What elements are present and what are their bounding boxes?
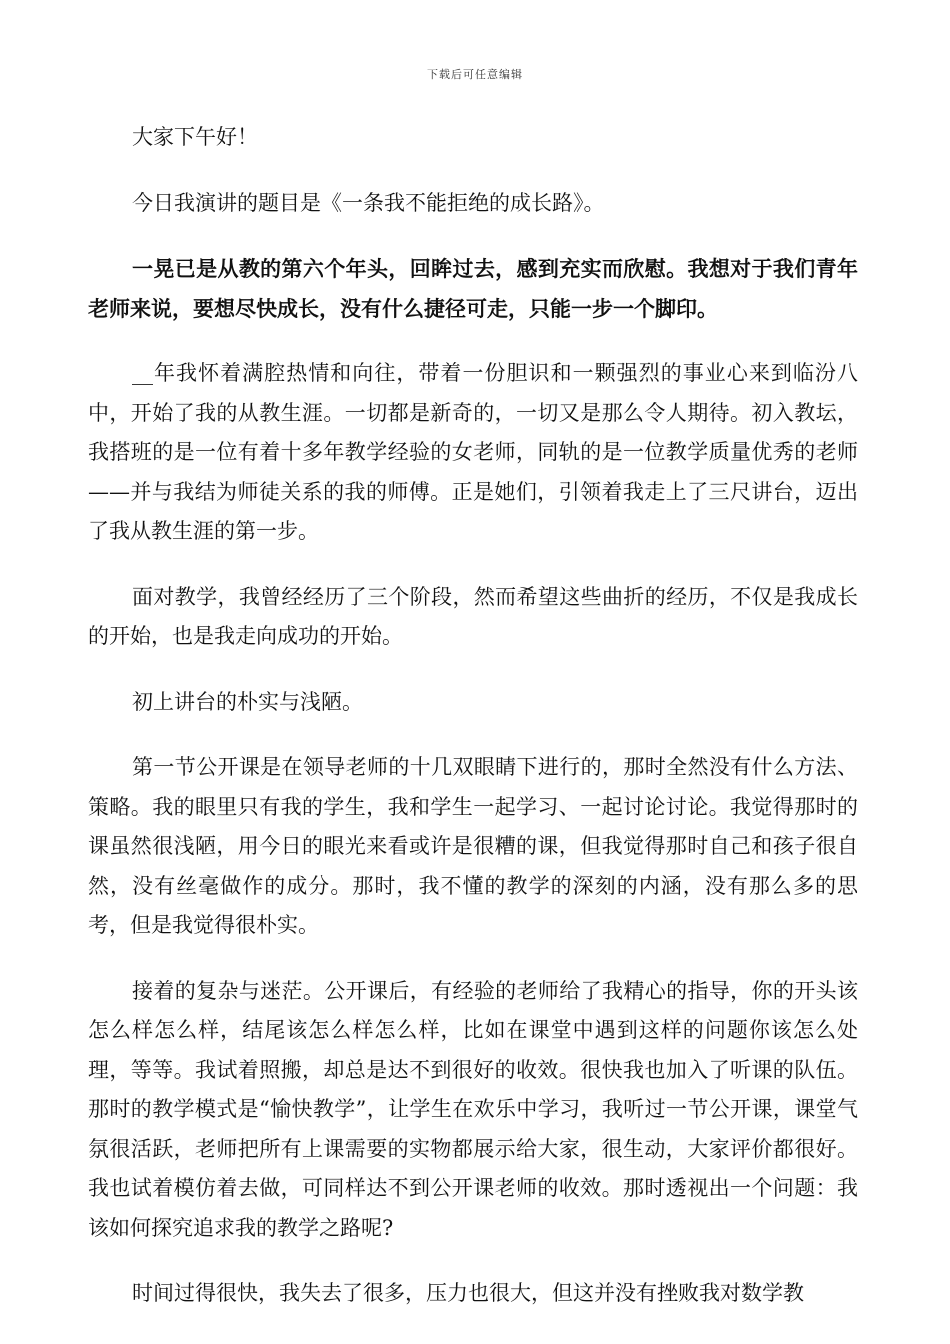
speech-title-paragraph: 今日我演讲的题目是《一条我不能拒绝的成长路》。 <box>132 190 605 215</box>
stage-one-heading-paragraph: 初上讲台的朴实与浅陋。 <box>132 689 363 714</box>
document-body <box>88 118 858 1340</box>
greeting-paragraph: 大家下午好！ <box>132 125 258 149</box>
page-header-note: 下载后可任意编辑 <box>427 68 523 81</box>
time-passing-paragraph: 时间过得很快，我失去了很多，压力也很大，但这并没有挫败我对数学教 <box>132 1281 804 1305</box>
bold-intro-paragraph: 一晃已是从教的第六个年头，回眸过去，感到充实而欣慰。我想对于我们青年老师来说，要想尽快成长，没有什么捷径可走，只能一步一个脚印。 <box>88 256 858 321</box>
first-open-class-paragraph: 第一节公开课是在领导老师的十几双眼睛下进行的，那时全然没有什么方法、策略。我的眼里只有我的学生，我和学生一起学习、一起讨论讨论。我觉得那时的课虽然很浅陋，用今日的眼光来看或许是很糟的课，但我觉得那时自己和孩子很自然，没有丝毫做作的成分。那时，我不懂的教学的深刻的内涵，没有那么多的思考，但是我觉得很朴实。 <box>88 755 858 937</box>
three-stages-paragraph: 面对教学，我曾经经历了三个阶段，然而希望这些曲折的经历，不仅是我成长的开始，也是我走向成功的开始。 <box>88 584 858 648</box>
complexity-confusion-paragraph: 接着的复杂与迷茫。公开课后，有经验的老师给了我精心的指导，你的开头该怎么样怎么样，结尾该怎么样怎么样，比如在课堂中遇到这样的问题你该怎么处理，等等。我试着照搬，却总是达不到很好的收效。很快我也加入了听课的队伍。那时的教学模式是“愉快教学”，让学生在欢乐中学习，我听过一节公开课，课堂气氛很活跃，老师把所有上课需要的实物都展示给大家，很生动，大家评价都很好。我也试着模仿着去做，可同样达不到公开课老师的收效。那时透视出一个问题：我该如何探究追求我的教学之路呢? <box>88 978 858 1240</box>
career-start-paragraph: __年我怀着满腔热情和向往，带着一份胆识和一颗强烈的事业心来到临汾八中，开始了我的从教生涯。一切都是新奇的，一切又是那么令人期待。初入教坛，我搭班的是一位有着十多年教学经验的女老师，同轨的是一位教学质量优秀的老师——并与我结为师徒关系的我的师傅。正是她们，引领着我走上了三尺讲台，迈出了我从教生涯的第一步。 <box>88 361 858 543</box>
